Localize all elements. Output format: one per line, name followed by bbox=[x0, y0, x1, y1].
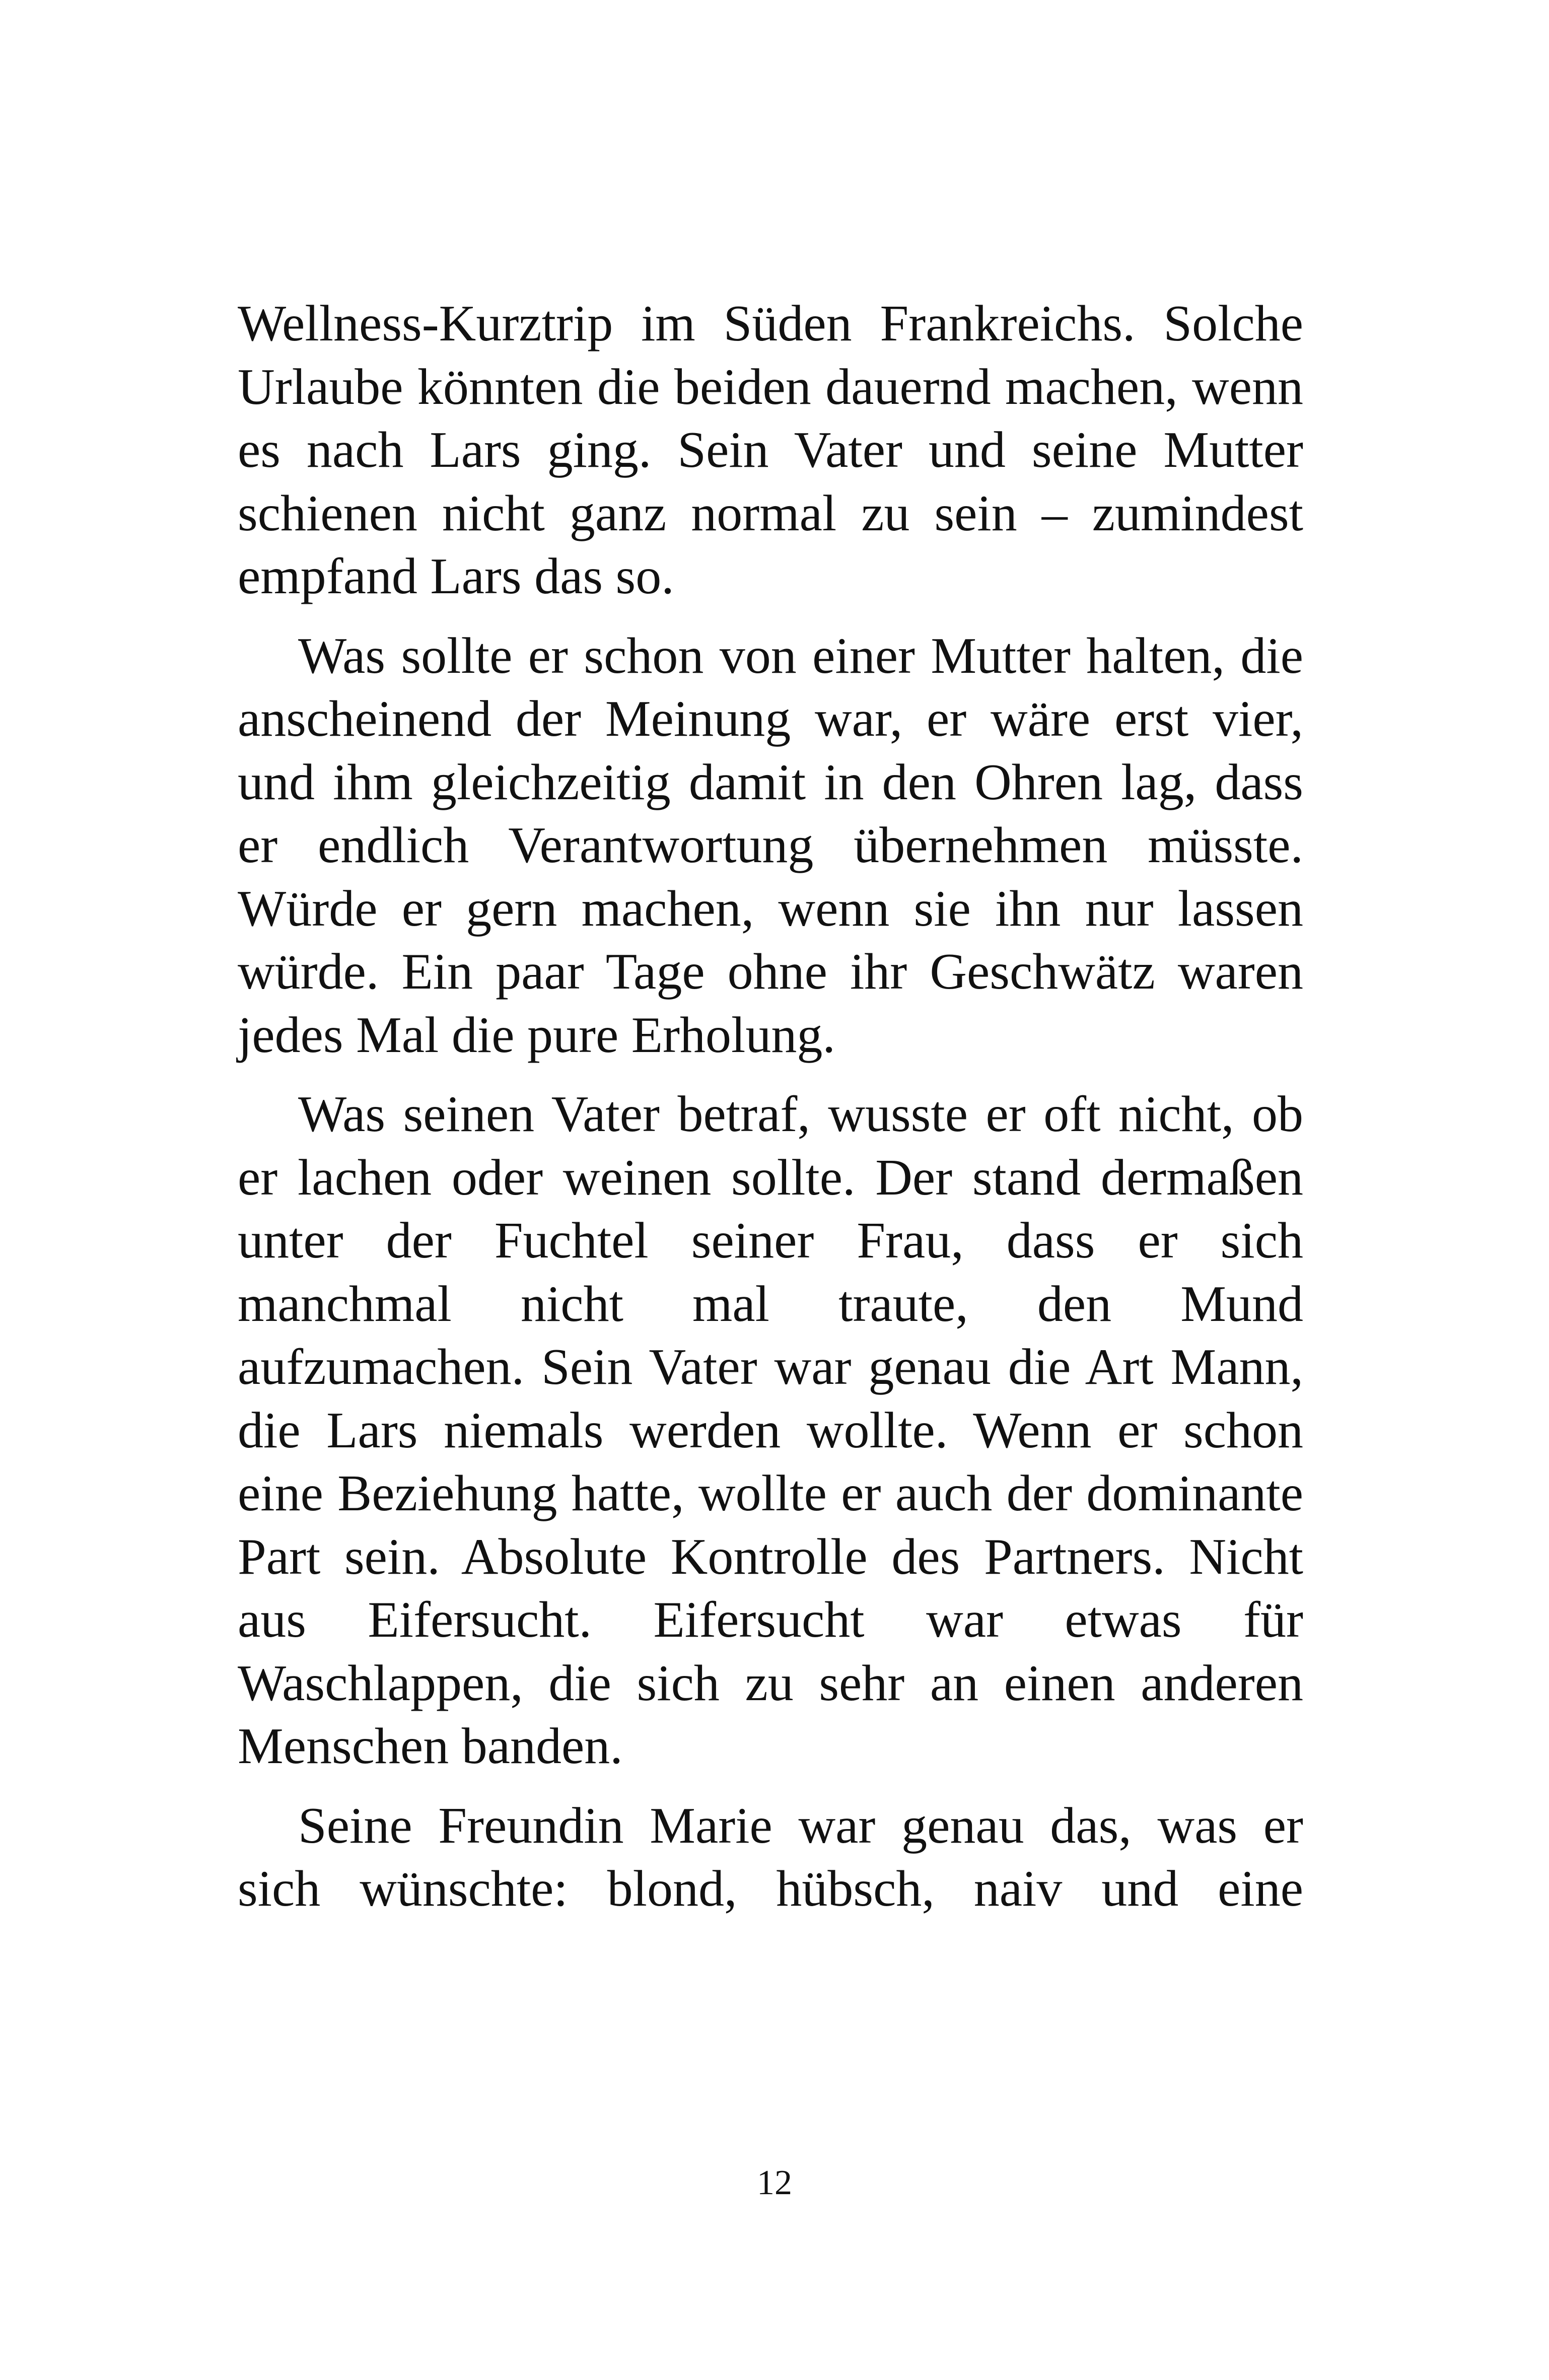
body-text bbox=[238, 292, 1303, 1937]
paragraph-3: Was seinen Vater betraf, wusste er oft nicht, ob er lachen oder weinen sollte. Der stand dermaßen unter der Fuchtel seiner Frau, dass er sich manchmal nicht mal traute, den Mund aufzumachen. Sein Vater war genau die Art Mann, die Lars niemals werden wollte. Wenn er schon eine Beziehung hatte, wollte er auch der dominante Part sein. Absolute Kontrolle des Partners. Nicht aus Eifersucht. Eifersucht war etwas für Waschlappen, die sich zu sehr an einen anderen Menschen banden. bbox=[238, 1086, 1303, 1775]
page-number: 12 bbox=[757, 2163, 792, 2202]
paragraph-2: Was sollte er schon von einer Mutter halten, die anscheinend der Meinung war, er wäre erst vier, und ihm gleichzeitig damit in den Ohren lag, dass er endlich Verantwortung übernehmen müsste. Würde er gern machen, wenn sie ihn nur lassen würde. Ein paar Tage ohne ihr Geschwätz waren jedes Mal die pure Erholung. bbox=[238, 627, 1303, 1064]
paragraph-4: Seine Freundin Marie war genau das, was er sich wünschte: blond, hübsch, naiv und eine bbox=[238, 1797, 1303, 1917]
paragraph-1: Wellness-Kurztrip im Süden Frankreichs. Solche Urlaube könnten die beiden dauernd machen, wenn es nach Lars ging. Sein Vater und seine Mutter schienen nicht ganz normal zu sein – zumindest empfand Lars das so. bbox=[238, 295, 1303, 605]
